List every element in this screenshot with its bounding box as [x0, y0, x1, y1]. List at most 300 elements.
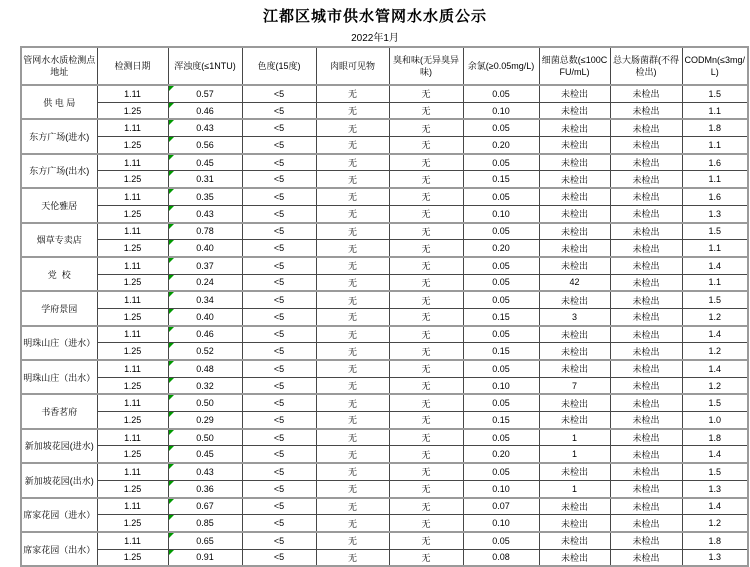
- cell-bacteria-count: 未检出: [539, 257, 610, 274]
- cell-residual-chlorine: 0.10: [463, 205, 539, 222]
- cell-color: <5: [242, 274, 316, 291]
- cell-visible-matter: 无: [316, 223, 389, 240]
- table-row: [21, 343, 748, 360]
- cell-odor-taste: 无: [389, 515, 463, 532]
- cell-turbidity: 0.50: [168, 394, 242, 411]
- cell-test-date: 1.11: [97, 463, 168, 480]
- cell-test-date: 1.25: [97, 137, 168, 154]
- cell-residual-chlorine: 0.05: [463, 429, 539, 446]
- cell-odor-taste: 无: [389, 102, 463, 119]
- cell-residual-chlorine: 0.05: [463, 326, 539, 343]
- cell-color: <5: [242, 498, 316, 515]
- table-row: [21, 223, 748, 240]
- green-triangle-icon: [169, 292, 174, 297]
- cell-coliform: 未检出: [610, 154, 682, 171]
- cell-color: <5: [242, 549, 316, 566]
- cell-test-date: 1.25: [97, 515, 168, 532]
- cell-bacteria-count: 未检出: [539, 291, 610, 308]
- cell-odor-taste: 无: [389, 85, 463, 102]
- cell-color: <5: [242, 480, 316, 497]
- cell-bacteria-count: 未检出: [539, 137, 610, 154]
- cell-codmn: 1.1: [682, 102, 748, 119]
- cell-location: 明珠山庄（出水）: [21, 360, 97, 394]
- cell-turbidity: 0.43: [168, 205, 242, 222]
- cell-location: 东方广场(出水): [21, 154, 97, 188]
- column-header-color: 色度(15度): [242, 47, 316, 85]
- cell-turbidity: 0.45: [168, 446, 242, 463]
- page-subtitle: 2022年1月: [351, 33, 399, 44]
- header-row: [21, 47, 748, 85]
- cell-turbidity: 0.65: [168, 532, 242, 549]
- green-triangle-icon: [169, 361, 174, 366]
- column-header-location: 管网水水质检测点地址: [21, 47, 97, 85]
- cell-turbidity: 0.57: [168, 85, 242, 102]
- cell-location: 席家花园（出水）: [21, 532, 97, 566]
- cell-bacteria-count: 未检出: [539, 154, 610, 171]
- cell-test-date: 1.25: [97, 205, 168, 222]
- cell-codmn: 1.3: [682, 549, 748, 566]
- table-row: [21, 154, 748, 171]
- cell-bacteria-count: 42: [539, 274, 610, 291]
- cell-coliform: 未检出: [610, 137, 682, 154]
- column-header-residual-chlorine: 余氯(≥0.05mg/L): [463, 47, 539, 85]
- cell-location: 东方广场(进水): [21, 119, 97, 153]
- column-header-coliform: 总大肠菌群(不得检出): [610, 47, 682, 85]
- green-triangle-icon: [169, 240, 174, 245]
- cell-residual-chlorine: 0.05: [463, 223, 539, 240]
- cell-odor-taste: 无: [389, 394, 463, 411]
- cell-test-date: 1.11: [97, 394, 168, 411]
- green-triangle-icon: [169, 275, 174, 280]
- cell-bacteria-count: 未检出: [539, 549, 610, 566]
- cell-odor-taste: 无: [389, 480, 463, 497]
- cell-color: <5: [242, 119, 316, 136]
- cell-coliform: 未检出: [610, 532, 682, 549]
- cell-turbidity: 0.45: [168, 154, 242, 171]
- cell-coliform: 未检出: [610, 412, 682, 429]
- cell-location: 书香茗府: [21, 394, 97, 428]
- cell-bacteria-count: 未检出: [539, 343, 610, 360]
- cell-odor-taste: 无: [389, 188, 463, 205]
- cell-visible-matter: 无: [316, 154, 389, 171]
- cell-bacteria-count: 未检出: [539, 102, 610, 119]
- cell-odor-taste: 无: [389, 171, 463, 188]
- cell-odor-taste: 无: [389, 308, 463, 325]
- cell-coliform: 未检出: [610, 308, 682, 325]
- cell-color: <5: [242, 446, 316, 463]
- cell-turbidity: 0.46: [168, 102, 242, 119]
- column-header-test-date: 检测日期: [97, 47, 168, 85]
- cell-coliform: 未检出: [610, 480, 682, 497]
- cell-odor-taste: 无: [389, 446, 463, 463]
- cell-bacteria-count: 未检出: [539, 412, 610, 429]
- cell-turbidity: 0.29: [168, 412, 242, 429]
- cell-color: <5: [242, 412, 316, 429]
- cell-coliform: 未检出: [610, 257, 682, 274]
- cell-color: <5: [242, 205, 316, 222]
- cell-codmn: 1.8: [682, 429, 748, 446]
- cell-coliform: 未检出: [610, 360, 682, 377]
- cell-codmn: 1.8: [682, 532, 748, 549]
- cell-turbidity: 0.32: [168, 377, 242, 394]
- cell-test-date: 1.25: [97, 412, 168, 429]
- cell-codmn: 1.4: [682, 446, 748, 463]
- cell-turbidity: 0.46: [168, 326, 242, 343]
- green-triangle-icon: [169, 155, 174, 160]
- table-body: [21, 85, 748, 566]
- cell-residual-chlorine: 0.15: [463, 412, 539, 429]
- cell-residual-chlorine: 0.15: [463, 343, 539, 360]
- cell-codmn: 1.1: [682, 137, 748, 154]
- cell-codmn: 1.1: [682, 171, 748, 188]
- cell-codmn: 1.3: [682, 480, 748, 497]
- cell-test-date: 1.11: [97, 429, 168, 446]
- cell-bacteria-count: 未检出: [539, 171, 610, 188]
- table-row: [21, 85, 748, 102]
- green-triangle-icon: [169, 343, 174, 348]
- cell-odor-taste: 无: [389, 429, 463, 446]
- cell-test-date: 1.25: [97, 308, 168, 325]
- cell-codmn: 1.5: [682, 85, 748, 102]
- column-header-odor-taste: 臭和味(无异臭异味): [389, 47, 463, 85]
- cell-turbidity: 0.34: [168, 291, 242, 308]
- cell-visible-matter: 无: [316, 274, 389, 291]
- cell-residual-chlorine: 0.15: [463, 308, 539, 325]
- cell-coliform: 未检出: [610, 498, 682, 515]
- green-triangle-icon: [169, 309, 174, 314]
- cell-location: 明珠山庄（进水）: [21, 326, 97, 360]
- table-row: [21, 137, 748, 154]
- cell-residual-chlorine: 0.10: [463, 102, 539, 119]
- cell-coliform: 未检出: [610, 326, 682, 343]
- green-triangle-icon: [169, 86, 174, 91]
- green-triangle-icon: [169, 137, 174, 142]
- green-triangle-icon: [169, 103, 174, 108]
- cell-color: <5: [242, 137, 316, 154]
- cell-odor-taste: 无: [389, 326, 463, 343]
- green-triangle-icon: [169, 171, 174, 176]
- cell-test-date: 1.11: [97, 291, 168, 308]
- cell-codmn: 1.4: [682, 498, 748, 515]
- cell-test-date: 1.25: [97, 240, 168, 257]
- cell-turbidity: 0.43: [168, 119, 242, 136]
- cell-coliform: 未检出: [610, 394, 682, 411]
- cell-bacteria-count: 7: [539, 377, 610, 394]
- cell-odor-taste: 无: [389, 498, 463, 515]
- cell-odor-taste: 无: [389, 274, 463, 291]
- cell-color: <5: [242, 171, 316, 188]
- cell-residual-chlorine: 0.05: [463, 257, 539, 274]
- green-triangle-icon: [169, 550, 174, 555]
- cell-odor-taste: 无: [389, 532, 463, 549]
- cell-test-date: 1.25: [97, 377, 168, 394]
- cell-odor-taste: 无: [389, 205, 463, 222]
- cell-location: 天伦雅居: [21, 188, 97, 222]
- cell-color: <5: [242, 85, 316, 102]
- cell-color: <5: [242, 429, 316, 446]
- cell-visible-matter: 无: [316, 394, 389, 411]
- table-header: [21, 47, 748, 85]
- green-triangle-icon: [169, 395, 174, 400]
- cell-coliform: 未检出: [610, 188, 682, 205]
- cell-color: <5: [242, 257, 316, 274]
- cell-coliform: 未检出: [610, 429, 682, 446]
- green-triangle-icon: [169, 515, 174, 520]
- cell-odor-taste: 无: [389, 463, 463, 480]
- cell-color: <5: [242, 240, 316, 257]
- cell-test-date: 1.25: [97, 343, 168, 360]
- cell-visible-matter: 无: [316, 532, 389, 549]
- cell-codmn: 1.6: [682, 188, 748, 205]
- table-row: [21, 102, 748, 119]
- cell-color: <5: [242, 463, 316, 480]
- cell-odor-taste: 无: [389, 137, 463, 154]
- cell-turbidity: 0.40: [168, 240, 242, 257]
- table-row: [21, 360, 748, 377]
- cell-visible-matter: 无: [316, 412, 389, 429]
- cell-residual-chlorine: 0.05: [463, 85, 539, 102]
- cell-residual-chlorine: 0.05: [463, 394, 539, 411]
- cell-visible-matter: 无: [316, 257, 389, 274]
- cell-test-date: 1.11: [97, 498, 168, 515]
- cell-coliform: 未检出: [610, 515, 682, 532]
- cell-residual-chlorine: 0.05: [463, 463, 539, 480]
- green-triangle-icon: [169, 327, 174, 332]
- cell-test-date: 1.11: [97, 326, 168, 343]
- cell-residual-chlorine: 0.10: [463, 480, 539, 497]
- cell-codmn: 1.5: [682, 394, 748, 411]
- cell-test-date: 1.25: [97, 480, 168, 497]
- table-row: [21, 549, 748, 566]
- cell-visible-matter: 无: [316, 102, 389, 119]
- cell-visible-matter: 无: [316, 343, 389, 360]
- table-row: [21, 515, 748, 532]
- cell-coliform: 未检出: [610, 343, 682, 360]
- table-row: [21, 240, 748, 257]
- cell-location: 学府景园: [21, 291, 97, 325]
- cell-odor-taste: 无: [389, 240, 463, 257]
- cell-turbidity: 0.52: [168, 343, 242, 360]
- cell-visible-matter: 无: [316, 360, 389, 377]
- cell-bacteria-count: 1: [539, 480, 610, 497]
- cell-bacteria-count: 未检出: [539, 205, 610, 222]
- cell-odor-taste: 无: [389, 257, 463, 274]
- cell-turbidity: 0.56: [168, 137, 242, 154]
- cell-color: <5: [242, 154, 316, 171]
- cell-visible-matter: 无: [316, 515, 389, 532]
- cell-visible-matter: 无: [316, 429, 389, 446]
- green-triangle-icon: [169, 446, 174, 451]
- cell-coliform: 未检出: [610, 102, 682, 119]
- table-row: [21, 377, 748, 394]
- table-row: [21, 480, 748, 497]
- cell-codmn: 1.2: [682, 377, 748, 394]
- table-row: [21, 498, 748, 515]
- cell-turbidity: 0.43: [168, 463, 242, 480]
- cell-coliform: 未检出: [610, 119, 682, 136]
- cell-turbidity: 0.40: [168, 308, 242, 325]
- cell-bacteria-count: 未检出: [539, 326, 610, 343]
- cell-bacteria-count: 未检出: [539, 394, 610, 411]
- cell-color: <5: [242, 102, 316, 119]
- cell-location: 党 校: [21, 257, 97, 291]
- cell-turbidity: 0.31: [168, 171, 242, 188]
- cell-coliform: 未检出: [610, 274, 682, 291]
- cell-coliform: 未检出: [610, 377, 682, 394]
- cell-location: 新加坡花园(进水): [21, 429, 97, 463]
- column-header-codmn: CODMn(≤3mg/L): [682, 47, 748, 85]
- cell-test-date: 1.11: [97, 85, 168, 102]
- cell-bacteria-count: 未检出: [539, 240, 610, 257]
- cell-visible-matter: 无: [316, 326, 389, 343]
- cell-codmn: 1.5: [682, 291, 748, 308]
- cell-test-date: 1.11: [97, 119, 168, 136]
- cell-residual-chlorine: 0.20: [463, 446, 539, 463]
- cell-residual-chlorine: 0.05: [463, 291, 539, 308]
- table-row: [21, 446, 748, 463]
- cell-odor-taste: 无: [389, 343, 463, 360]
- water-quality-table: [20, 46, 749, 567]
- cell-visible-matter: 无: [316, 480, 389, 497]
- cell-bacteria-count: 未检出: [539, 119, 610, 136]
- cell-bacteria-count: 未检出: [539, 515, 610, 532]
- cell-visible-matter: 无: [316, 291, 389, 308]
- cell-codmn: 1.0: [682, 412, 748, 429]
- green-triangle-icon: [169, 258, 174, 263]
- cell-visible-matter: 无: [316, 85, 389, 102]
- cell-codmn: 1.2: [682, 308, 748, 325]
- table-row: [21, 291, 748, 308]
- cell-residual-chlorine: 0.05: [463, 360, 539, 377]
- cell-color: <5: [242, 326, 316, 343]
- page-title: 江都区城市供水管网水水质公示: [262, 8, 487, 25]
- cell-odor-taste: 无: [389, 154, 463, 171]
- green-triangle-icon: [169, 481, 174, 486]
- cell-codmn: 1.4: [682, 360, 748, 377]
- cell-codmn: 1.6: [682, 154, 748, 171]
- cell-color: <5: [242, 343, 316, 360]
- table-row: [21, 326, 748, 343]
- cell-visible-matter: 无: [316, 119, 389, 136]
- cell-codmn: 1.8: [682, 119, 748, 136]
- cell-codmn: 1.5: [682, 223, 748, 240]
- cell-turbidity: 0.37: [168, 257, 242, 274]
- cell-bacteria-count: 未检出: [539, 223, 610, 240]
- cell-residual-chlorine: 0.20: [463, 137, 539, 154]
- cell-visible-matter: 无: [316, 446, 389, 463]
- cell-test-date: 1.11: [97, 532, 168, 549]
- cell-bacteria-count: 3: [539, 308, 610, 325]
- cell-color: <5: [242, 291, 316, 308]
- cell-bacteria-count: 未检出: [539, 463, 610, 480]
- cell-visible-matter: 无: [316, 463, 389, 480]
- cell-turbidity: 0.50: [168, 429, 242, 446]
- cell-odor-taste: 无: [389, 412, 463, 429]
- cell-coliform: 未检出: [610, 240, 682, 257]
- table-row: [21, 119, 748, 136]
- cell-coliform: 未检出: [610, 85, 682, 102]
- cell-odor-taste: 无: [389, 360, 463, 377]
- cell-codmn: 1.1: [682, 240, 748, 257]
- cell-residual-chlorine: 0.10: [463, 515, 539, 532]
- green-triangle-icon: [169, 206, 174, 211]
- cell-test-date: 1.25: [97, 274, 168, 291]
- cell-test-date: 1.11: [97, 154, 168, 171]
- cell-bacteria-count: 1: [539, 429, 610, 446]
- cell-turbidity: 0.36: [168, 480, 242, 497]
- cell-bacteria-count: 未检出: [539, 360, 610, 377]
- cell-residual-chlorine: 0.10: [463, 377, 539, 394]
- cell-color: <5: [242, 308, 316, 325]
- cell-codmn: 1.4: [682, 257, 748, 274]
- cell-visible-matter: 无: [316, 171, 389, 188]
- cell-location: 烟草专卖店: [21, 223, 97, 257]
- cell-color: <5: [242, 394, 316, 411]
- cell-test-date: 1.25: [97, 549, 168, 566]
- cell-coliform: 未检出: [610, 291, 682, 308]
- cell-codmn: 1.5: [682, 463, 748, 480]
- cell-color: <5: [242, 223, 316, 240]
- cell-odor-taste: 无: [389, 377, 463, 394]
- cell-color: <5: [242, 515, 316, 532]
- cell-odor-taste: 无: [389, 223, 463, 240]
- cell-test-date: 1.25: [97, 446, 168, 463]
- cell-residual-chlorine: 0.05: [463, 274, 539, 291]
- green-triangle-icon: [169, 499, 174, 504]
- cell-residual-chlorine: 0.05: [463, 119, 539, 136]
- cell-residual-chlorine: 0.08: [463, 549, 539, 566]
- cell-turbidity: 0.85: [168, 515, 242, 532]
- table-row: [21, 205, 748, 222]
- cell-visible-matter: 无: [316, 377, 389, 394]
- table-row: [21, 532, 748, 549]
- cell-color: <5: [242, 532, 316, 549]
- green-triangle-icon: [169, 412, 174, 417]
- cell-coliform: 未检出: [610, 205, 682, 222]
- table-row: [21, 188, 748, 205]
- cell-coliform: 未检出: [610, 446, 682, 463]
- cell-residual-chlorine: 0.20: [463, 240, 539, 257]
- cell-turbidity: 0.35: [168, 188, 242, 205]
- cell-test-date: 1.11: [97, 188, 168, 205]
- cell-residual-chlorine: 0.05: [463, 154, 539, 171]
- cell-location: 供 电 局: [21, 85, 97, 119]
- cell-location: 新加坡花园(出水): [21, 463, 97, 497]
- cell-coliform: 未检出: [610, 463, 682, 480]
- cell-bacteria-count: 1: [539, 446, 610, 463]
- cell-test-date: 1.25: [97, 171, 168, 188]
- table-row: [21, 274, 748, 291]
- cell-coliform: 未检出: [610, 171, 682, 188]
- column-header-bacteria-count: 细菌总数(≤100CFU/mL): [539, 47, 610, 85]
- green-triangle-icon: [169, 189, 174, 194]
- cell-turbidity: 0.24: [168, 274, 242, 291]
- cell-visible-matter: 无: [316, 188, 389, 205]
- cell-visible-matter: 无: [316, 137, 389, 154]
- table-row: [21, 308, 748, 325]
- green-triangle-icon: [169, 120, 174, 125]
- cell-codmn: 1.3: [682, 205, 748, 222]
- cell-odor-taste: 无: [389, 291, 463, 308]
- cell-codmn: 1.1: [682, 274, 748, 291]
- green-triangle-icon: [169, 533, 174, 538]
- table-row: [21, 412, 748, 429]
- column-header-visible-matter: 肉眼可见物: [316, 47, 389, 85]
- cell-residual-chlorine: 0.05: [463, 532, 539, 549]
- cell-residual-chlorine: 0.15: [463, 171, 539, 188]
- column-header-turbidity: 浑浊度(≤1NTU): [168, 47, 242, 85]
- cell-turbidity: 0.91: [168, 549, 242, 566]
